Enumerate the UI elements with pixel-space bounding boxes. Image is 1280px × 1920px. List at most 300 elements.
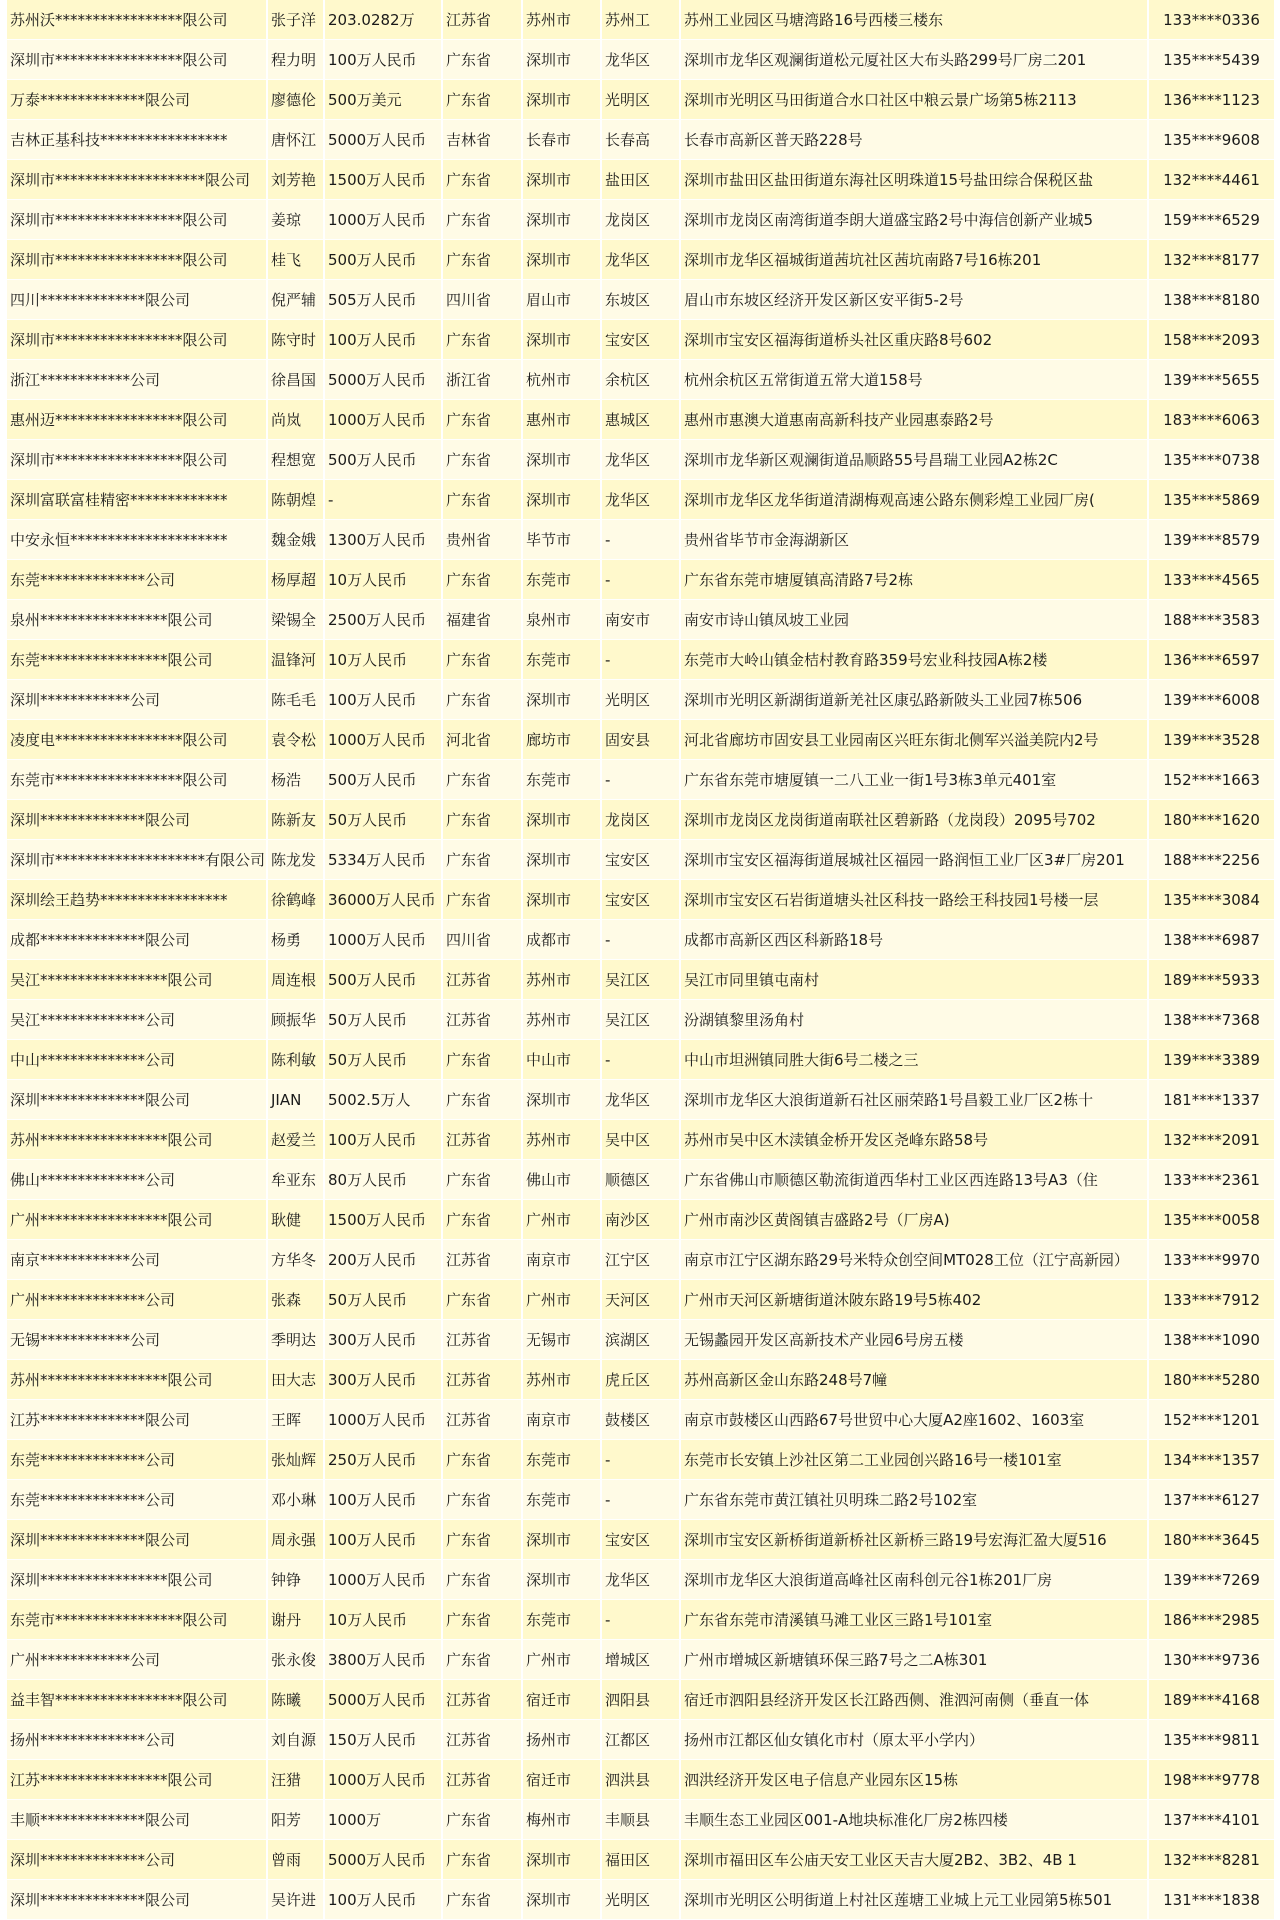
province-cell: 福建省 — [442, 600, 522, 640]
province-cell: 广东省 — [442, 760, 522, 800]
district-cell: 龙华区 — [601, 1080, 680, 1120]
registered-capital-cell: 5334万人民币 — [324, 840, 442, 880]
company-name-cell: 扬州**************公司 — [7, 1720, 267, 1760]
registered-capital-cell: 150万人民币 — [324, 1720, 442, 1760]
province-cell: 广东省 — [442, 1480, 522, 1520]
province-cell: 广东省 — [442, 1600, 522, 1640]
phone-cell: 139****8579 — [1148, 520, 1275, 560]
registered-capital-cell: 100万人民币 — [324, 1480, 442, 1520]
registered-capital-cell: 1000万人民币 — [324, 1400, 442, 1440]
province-cell: 广东省 — [442, 1640, 522, 1680]
district-cell: 宝安区 — [601, 880, 680, 920]
company-name-cell: 南京************公司 — [7, 1240, 267, 1280]
address-cell: 惠州市惠澳大道惠南高新科技产业园惠泰路2号 — [680, 400, 1148, 440]
city-cell: 深圳市 — [522, 680, 601, 720]
table-row — [7, 800, 1275, 840]
district-cell: 虎丘区 — [601, 1360, 680, 1400]
table-row — [7, 1240, 1275, 1280]
legal-person-cell: 赵爱兰 — [267, 1120, 324, 1160]
district-cell: - — [601, 520, 680, 560]
city-cell: 东莞市 — [522, 640, 601, 680]
address-cell: 苏州市吴中区木渎镇金桥开发区尧峰东路58号 — [680, 1120, 1148, 1160]
address-cell: 深圳市龙华区大浪街道高峰社区南科创元谷1栋201厂房 — [680, 1560, 1148, 1600]
province-cell: 广东省 — [442, 560, 522, 600]
company-name-cell: 佛山**************公司 — [7, 1160, 267, 1200]
table-row — [7, 560, 1275, 600]
table-row — [7, 1400, 1275, 1440]
phone-cell: 180****3645 — [1148, 1520, 1275, 1560]
city-cell: 泉州市 — [522, 600, 601, 640]
address-cell: 贵州省毕节市金海湖新区 — [680, 520, 1148, 560]
legal-person-cell: 陈守时 — [267, 320, 324, 360]
district-cell: 南沙区 — [601, 1200, 680, 1240]
address-cell: 苏州工业园区马塘湾路16号西楼三楼东 — [680, 0, 1148, 40]
district-cell: 惠城区 — [601, 400, 680, 440]
table-row — [7, 360, 1275, 400]
address-cell: 泗洪经济开发区电子信息产业园东区15栋 — [680, 1760, 1148, 1800]
company-name-cell: 深圳**************限公司 — [7, 1520, 267, 1560]
address-cell: 深圳市龙华区龙华街道清湖梅观高速公路东侧彩煌工业园厂房( — [680, 480, 1148, 520]
company-name-cell: 深圳**************限公司 — [7, 800, 267, 840]
province-cell: 江苏省 — [442, 1760, 522, 1800]
registered-capital-cell: 5000万人民币 — [324, 1680, 442, 1720]
city-cell: 苏州市 — [522, 1000, 601, 1040]
legal-person-cell: 杨浩 — [267, 760, 324, 800]
registered-capital-cell: 100万人民币 — [324, 320, 442, 360]
phone-cell: 135****9608 — [1148, 120, 1275, 160]
company-name-cell: 中山**************公司 — [7, 1040, 267, 1080]
district-cell: 宝安区 — [601, 320, 680, 360]
phone-cell: 135****3084 — [1148, 880, 1275, 920]
city-cell: 深圳市 — [522, 40, 601, 80]
phone-cell: 133****2361 — [1148, 1160, 1275, 1200]
table-row — [7, 1000, 1275, 1040]
address-cell: 深圳市盐田区盐田街道东海社区明珠道15号盐田综合保税区盐 — [680, 160, 1148, 200]
table-row — [7, 1160, 1275, 1200]
company-name-cell: 深圳绘王趋势***************** — [7, 880, 267, 920]
province-cell: 广东省 — [442, 1080, 522, 1120]
city-cell: 成都市 — [522, 920, 601, 960]
province-cell: 四川省 — [442, 920, 522, 960]
address-cell: 眉山市东坡区经济开发区新区安平街5-2号 — [680, 280, 1148, 320]
province-cell: 江苏省 — [442, 1320, 522, 1360]
table-row — [7, 1680, 1275, 1720]
city-cell: 深圳市 — [522, 1560, 601, 1600]
phone-cell: 136****1123 — [1148, 80, 1275, 120]
table-row — [7, 240, 1275, 280]
province-cell: 四川省 — [442, 280, 522, 320]
legal-person-cell: 陈朝煌 — [267, 480, 324, 520]
phone-cell: 135****9811 — [1148, 1720, 1275, 1760]
province-cell: 广东省 — [442, 1200, 522, 1240]
province-cell: 广东省 — [442, 800, 522, 840]
company-name-cell: 益丰智*****************限公司 — [7, 1680, 267, 1720]
province-cell: 广东省 — [442, 1840, 522, 1880]
company-name-cell: 惠州迈*****************限公司 — [7, 400, 267, 440]
company-table — [7, 0, 1276, 1920]
table-row — [7, 320, 1275, 360]
phone-cell: 138****6987 — [1148, 920, 1275, 960]
company-name-cell: 深圳市*****************限公司 — [7, 40, 267, 80]
city-cell: 东莞市 — [522, 1440, 601, 1480]
company-name-cell: 浙江************公司 — [7, 360, 267, 400]
phone-cell: 188****2256 — [1148, 840, 1275, 880]
district-cell: 龙华区 — [601, 480, 680, 520]
legal-person-cell: 陈龙发 — [267, 840, 324, 880]
province-cell: 广东省 — [442, 480, 522, 520]
registered-capital-cell: 1000万 — [324, 1800, 442, 1840]
province-cell: 广东省 — [442, 400, 522, 440]
district-cell: 龙华区 — [601, 40, 680, 80]
province-cell: 江苏省 — [442, 1240, 522, 1280]
company-name-cell: 东莞市*****************限公司 — [7, 1600, 267, 1640]
table-row — [7, 40, 1275, 80]
address-cell: 广东省东莞市塘厦镇高清路7号2栋 — [680, 560, 1148, 600]
company-name-cell: 深圳市*****************限公司 — [7, 240, 267, 280]
legal-person-cell: 陈毛毛 — [267, 680, 324, 720]
city-cell: 深圳市 — [522, 240, 601, 280]
company-name-cell: 苏州沃*****************限公司 — [7, 0, 267, 40]
address-cell: 深圳市宝安区福海街道展城社区福园一路润恒工业厂区3#厂房201 — [680, 840, 1148, 880]
company-name-cell: 广州**************公司 — [7, 1280, 267, 1320]
legal-person-cell: JIAN — [267, 1080, 324, 1120]
city-cell: 深圳市 — [522, 1080, 601, 1120]
registered-capital-cell: 10万人民币 — [324, 1600, 442, 1640]
table-row — [7, 1560, 1275, 1600]
address-cell: 广州市增城区新塘镇环保三路7号之二A栋301 — [680, 1640, 1148, 1680]
registered-capital-cell: 100万人民币 — [324, 40, 442, 80]
table-row — [7, 680, 1275, 720]
legal-person-cell: 杨厚超 — [267, 560, 324, 600]
address-cell: 杭州余杭区五常街道五常大道158号 — [680, 360, 1148, 400]
province-cell: 广东省 — [442, 320, 522, 360]
table-row — [7, 640, 1275, 680]
table-row — [7, 480, 1275, 520]
province-cell: 广东省 — [442, 1520, 522, 1560]
table-row — [7, 440, 1275, 480]
registered-capital-cell: 1000万人民币 — [324, 1560, 442, 1600]
city-cell: 惠州市 — [522, 400, 601, 440]
legal-person-cell: 徐昌国 — [267, 360, 324, 400]
registered-capital-cell: 5000万人民币 — [324, 1840, 442, 1880]
company-name-cell: 深圳*****************限公司 — [7, 1560, 267, 1600]
company-name-cell: 无锡************公司 — [7, 1320, 267, 1360]
province-cell: 广东省 — [442, 680, 522, 720]
city-cell: 深圳市 — [522, 440, 601, 480]
phone-cell: 132****8177 — [1148, 240, 1275, 280]
legal-person-cell: 姜琼 — [267, 200, 324, 240]
legal-person-cell: 方华冬 — [267, 1240, 324, 1280]
address-cell: 无锡蠡园开发区高新技术产业园6号房五楼 — [680, 1320, 1148, 1360]
district-cell: 龙岗区 — [601, 200, 680, 240]
province-cell: 广东省 — [442, 440, 522, 480]
city-cell: 南京市 — [522, 1400, 601, 1440]
province-cell: 广东省 — [442, 840, 522, 880]
legal-person-cell: 季明达 — [267, 1320, 324, 1360]
province-cell: 贵州省 — [442, 520, 522, 560]
district-cell: 余杭区 — [601, 360, 680, 400]
district-cell: 福田区 — [601, 1840, 680, 1880]
phone-cell: 139****7269 — [1148, 1560, 1275, 1600]
province-cell: 广东省 — [442, 1160, 522, 1200]
address-cell: 深圳市龙华区观澜街道松元厦社区大布头路299号厂房二201 — [680, 40, 1148, 80]
city-cell: 广州市 — [522, 1640, 601, 1680]
table-row — [7, 1640, 1275, 1680]
company-name-cell: 深圳市*****************限公司 — [7, 200, 267, 240]
province-cell: 广东省 — [442, 1280, 522, 1320]
company-name-cell: 东莞市*****************限公司 — [7, 760, 267, 800]
legal-person-cell: 刘芳艳 — [267, 160, 324, 200]
table-row — [7, 1720, 1275, 1760]
legal-person-cell: 温锋河 — [267, 640, 324, 680]
address-cell: 扬州市江都区仙女镇化市村（原太平小学内） — [680, 1720, 1148, 1760]
district-cell: 江宁区 — [601, 1240, 680, 1280]
legal-person-cell: 田大志 — [267, 1360, 324, 1400]
registered-capital-cell: 1500万人民币 — [324, 160, 442, 200]
address-cell: 苏州高新区金山东路248号7幢 — [680, 1360, 1148, 1400]
province-cell: 广东省 — [442, 80, 522, 120]
legal-person-cell: 倪严辅 — [267, 280, 324, 320]
table-row — [7, 1480, 1275, 1520]
registered-capital-cell: 80万人民币 — [324, 1160, 442, 1200]
phone-cell: 134****1357 — [1148, 1440, 1275, 1480]
address-cell: 东莞市大岭山镇金桔村教育路359号宏业科技园A栋2楼 — [680, 640, 1148, 680]
registered-capital-cell: 10万人民币 — [324, 640, 442, 680]
district-cell: 光明区 — [601, 680, 680, 720]
address-cell: 广州市天河区新塘街道沐陂东路19号5栋402 — [680, 1280, 1148, 1320]
company-name-cell: 广州*****************限公司 — [7, 1200, 267, 1240]
phone-cell: 152****1663 — [1148, 760, 1275, 800]
registered-capital-cell: 2500万人民币 — [324, 600, 442, 640]
legal-person-cell: 谢丹 — [267, 1600, 324, 1640]
city-cell: 中山市 — [522, 1040, 601, 1080]
registered-capital-cell: 500万美元 — [324, 80, 442, 120]
province-cell: 广东省 — [442, 1800, 522, 1840]
district-cell: - — [601, 920, 680, 960]
legal-person-cell: 徐鹤峰 — [267, 880, 324, 920]
legal-person-cell: 桂飞 — [267, 240, 324, 280]
city-cell: 苏州市 — [522, 1360, 601, 1400]
city-cell: 宿迁市 — [522, 1680, 601, 1720]
district-cell: 光明区 — [601, 80, 680, 120]
province-cell: 江苏省 — [442, 1720, 522, 1760]
phone-cell: 181****1337 — [1148, 1080, 1275, 1120]
phone-cell: 139****3389 — [1148, 1040, 1275, 1080]
city-cell: 东莞市 — [522, 1600, 601, 1640]
province-cell: 江苏省 — [442, 1360, 522, 1400]
phone-cell: 186****2985 — [1148, 1600, 1275, 1640]
phone-cell: 133****9970 — [1148, 1240, 1275, 1280]
city-cell: 毕节市 — [522, 520, 601, 560]
address-cell: 宿迁市泗阳县经济开发区长江路西侧、淮泗河南侧（垂直一体 — [680, 1680, 1148, 1720]
district-cell: 吴江区 — [601, 1000, 680, 1040]
registered-capital-cell: - — [324, 480, 442, 520]
district-cell: 龙华区 — [601, 1560, 680, 1600]
table-row — [7, 1320, 1275, 1360]
address-cell: 成都市高新区西区科新路18号 — [680, 920, 1148, 960]
city-cell: 深圳市 — [522, 160, 601, 200]
table-row — [7, 1080, 1275, 1120]
registered-capital-cell: 100万人民币 — [324, 1520, 442, 1560]
company-name-cell: 深圳**************公司 — [7, 1840, 267, 1880]
phone-cell: 180****1620 — [1148, 800, 1275, 840]
city-cell: 眉山市 — [522, 280, 601, 320]
city-cell: 苏州市 — [522, 0, 601, 40]
legal-person-cell: 程想宽 — [267, 440, 324, 480]
registered-capital-cell: 1000万人民币 — [324, 400, 442, 440]
city-cell: 广州市 — [522, 1200, 601, 1240]
district-cell: 龙华区 — [601, 240, 680, 280]
table-row — [7, 1520, 1275, 1560]
city-cell: 深圳市 — [522, 1520, 601, 1560]
company-name-cell: 泉州*****************限公司 — [7, 600, 267, 640]
legal-person-cell: 吴许进 — [267, 1880, 324, 1920]
city-cell: 深圳市 — [522, 1880, 601, 1920]
company-name-cell: 吉林正基科技***************** — [7, 120, 267, 160]
district-cell: - — [601, 1600, 680, 1640]
city-cell: 深圳市 — [522, 800, 601, 840]
phone-cell: 133****7912 — [1148, 1280, 1275, 1320]
legal-person-cell: 张永俊 — [267, 1640, 324, 1680]
registered-capital-cell: 200万人民币 — [324, 1240, 442, 1280]
table-row — [7, 280, 1275, 320]
district-cell: 吴江区 — [601, 960, 680, 1000]
table-row — [7, 520, 1275, 560]
legal-person-cell: 廖德伦 — [267, 80, 324, 120]
district-cell: 龙岗区 — [601, 800, 680, 840]
district-cell: 江都区 — [601, 1720, 680, 1760]
registered-capital-cell: 1000万人民币 — [324, 1760, 442, 1800]
province-cell: 江苏省 — [442, 1400, 522, 1440]
legal-person-cell: 尚岚 — [267, 400, 324, 440]
address-cell: 汾湖镇黎里汤角村 — [680, 1000, 1148, 1040]
district-cell: 吴中区 — [601, 1120, 680, 1160]
phone-cell: 132****8281 — [1148, 1840, 1275, 1880]
registered-capital-cell: 100万人民币 — [324, 680, 442, 720]
company-name-cell: 深圳**************限公司 — [7, 1080, 267, 1120]
phone-cell: 180****5280 — [1148, 1360, 1275, 1400]
phone-cell: 137****4101 — [1148, 1800, 1275, 1840]
phone-cell: 135****0058 — [1148, 1200, 1275, 1240]
district-cell: 泗洪县 — [601, 1760, 680, 1800]
table-row — [7, 1280, 1275, 1320]
district-cell: - — [601, 1040, 680, 1080]
registered-capital-cell: 500万人民币 — [324, 960, 442, 1000]
address-cell: 深圳市光明区马田街道合水口社区中粮云景广场第5栋2113 — [680, 80, 1148, 120]
registered-capital-cell: 5000万人民币 — [324, 120, 442, 160]
phone-cell: 136****6597 — [1148, 640, 1275, 680]
address-cell: 中山市坦洲镇同胜大街6号二楼之三 — [680, 1040, 1148, 1080]
registered-capital-cell: 100万人民币 — [324, 1120, 442, 1160]
province-cell: 广东省 — [442, 640, 522, 680]
address-cell: 东莞市长安镇上沙社区第二工业园创兴路16号一楼101室 — [680, 1440, 1148, 1480]
legal-person-cell: 耿健 — [267, 1200, 324, 1240]
registered-capital-cell: 1000万人民币 — [324, 720, 442, 760]
table-row — [7, 1840, 1275, 1880]
company-name-cell: 东莞*****************限公司 — [7, 640, 267, 680]
province-cell: 浙江省 — [442, 360, 522, 400]
registered-capital-cell: 10万人民币 — [324, 560, 442, 600]
city-cell: 无锡市 — [522, 1320, 601, 1360]
city-cell: 深圳市 — [522, 840, 601, 880]
district-cell: - — [601, 1440, 680, 1480]
address-cell: 深圳市龙华新区观澜街道品顺路55号昌瑞工业园A2栋2C — [680, 440, 1148, 480]
district-cell: 泗阳县 — [601, 1680, 680, 1720]
phone-cell: 133****4565 — [1148, 560, 1275, 600]
table-row — [7, 720, 1275, 760]
legal-person-cell: 魏金娥 — [267, 520, 324, 560]
company-name-cell: 深圳富联富桂精密************* — [7, 480, 267, 520]
registered-capital-cell: 300万人民币 — [324, 1320, 442, 1360]
province-cell: 广东省 — [442, 240, 522, 280]
table-row — [7, 1200, 1275, 1240]
company-name-cell: 深圳市********************限公司 — [7, 160, 267, 200]
registered-capital-cell: 1300万人民币 — [324, 520, 442, 560]
phone-cell: 152****1201 — [1148, 1400, 1275, 1440]
legal-person-cell: 袁令松 — [267, 720, 324, 760]
address-cell: 广东省东莞市清溪镇马滩工业区三路1号101室 — [680, 1600, 1148, 1640]
city-cell: 东莞市 — [522, 1480, 601, 1520]
address-cell: 广东省佛山市顺德区勒流街道西华村工业区西连路13号A3（住 — [680, 1160, 1148, 1200]
phone-cell: 138****8180 — [1148, 280, 1275, 320]
district-cell: 盐田区 — [601, 160, 680, 200]
registered-capital-cell: 5002.5万人 — [324, 1080, 442, 1120]
phone-cell: 133****0336 — [1148, 0, 1275, 40]
legal-person-cell: 阳芳 — [267, 1800, 324, 1840]
registered-capital-cell: 203.0282万 — [324, 0, 442, 40]
city-cell: 扬州市 — [522, 1720, 601, 1760]
province-cell: 广东省 — [442, 1040, 522, 1080]
legal-person-cell: 陈曦 — [267, 1680, 324, 1720]
district-cell: 龙华区 — [601, 440, 680, 480]
phone-cell: 138****7368 — [1148, 1000, 1275, 1040]
address-cell: 深圳市龙岗区龙岗街道南联社区碧新路（龙岗段）2095号702 — [680, 800, 1148, 840]
table-row — [7, 1800, 1275, 1840]
district-cell: - — [601, 1480, 680, 1520]
city-cell: 杭州市 — [522, 360, 601, 400]
phone-cell: 131****1838 — [1148, 1880, 1275, 1920]
company-name-cell: 江苏**************限公司 — [7, 1400, 267, 1440]
company-name-cell: 深圳市*****************限公司 — [7, 440, 267, 480]
legal-person-cell: 杨勇 — [267, 920, 324, 960]
table-row — [7, 1040, 1275, 1080]
legal-person-cell: 王晖 — [267, 1400, 324, 1440]
address-cell: 深圳市宝安区福海街道桥头社区重庆路8号602 — [680, 320, 1148, 360]
company-name-cell: 苏州*****************限公司 — [7, 1360, 267, 1400]
district-cell: - — [601, 560, 680, 600]
phone-cell: 183****6063 — [1148, 400, 1275, 440]
city-cell: 长春市 — [522, 120, 601, 160]
city-cell: 深圳市 — [522, 880, 601, 920]
company-name-cell: 万泰**************限公司 — [7, 80, 267, 120]
province-cell: 广东省 — [442, 200, 522, 240]
city-cell: 深圳市 — [522, 80, 601, 120]
legal-person-cell: 张灿辉 — [267, 1440, 324, 1480]
legal-person-cell: 钟铮 — [267, 1560, 324, 1600]
district-cell: 顺德区 — [601, 1160, 680, 1200]
phone-cell: 135****5869 — [1148, 480, 1275, 520]
table-row — [7, 200, 1275, 240]
address-cell: 河北省廊坊市固安县工业园南区兴旺东街北侧军兴溢美院内2号 — [680, 720, 1148, 760]
registered-capital-cell: 500万人民币 — [324, 760, 442, 800]
phone-cell: 135****5439 — [1148, 40, 1275, 80]
city-cell: 廊坊市 — [522, 720, 601, 760]
district-cell: 长春高 — [601, 120, 680, 160]
legal-person-cell: 曾雨 — [267, 1840, 324, 1880]
company-name-cell: 深圳市*****************限公司 — [7, 320, 267, 360]
province-cell: 河北省 — [442, 720, 522, 760]
registered-capital-cell: 500万人民币 — [324, 440, 442, 480]
